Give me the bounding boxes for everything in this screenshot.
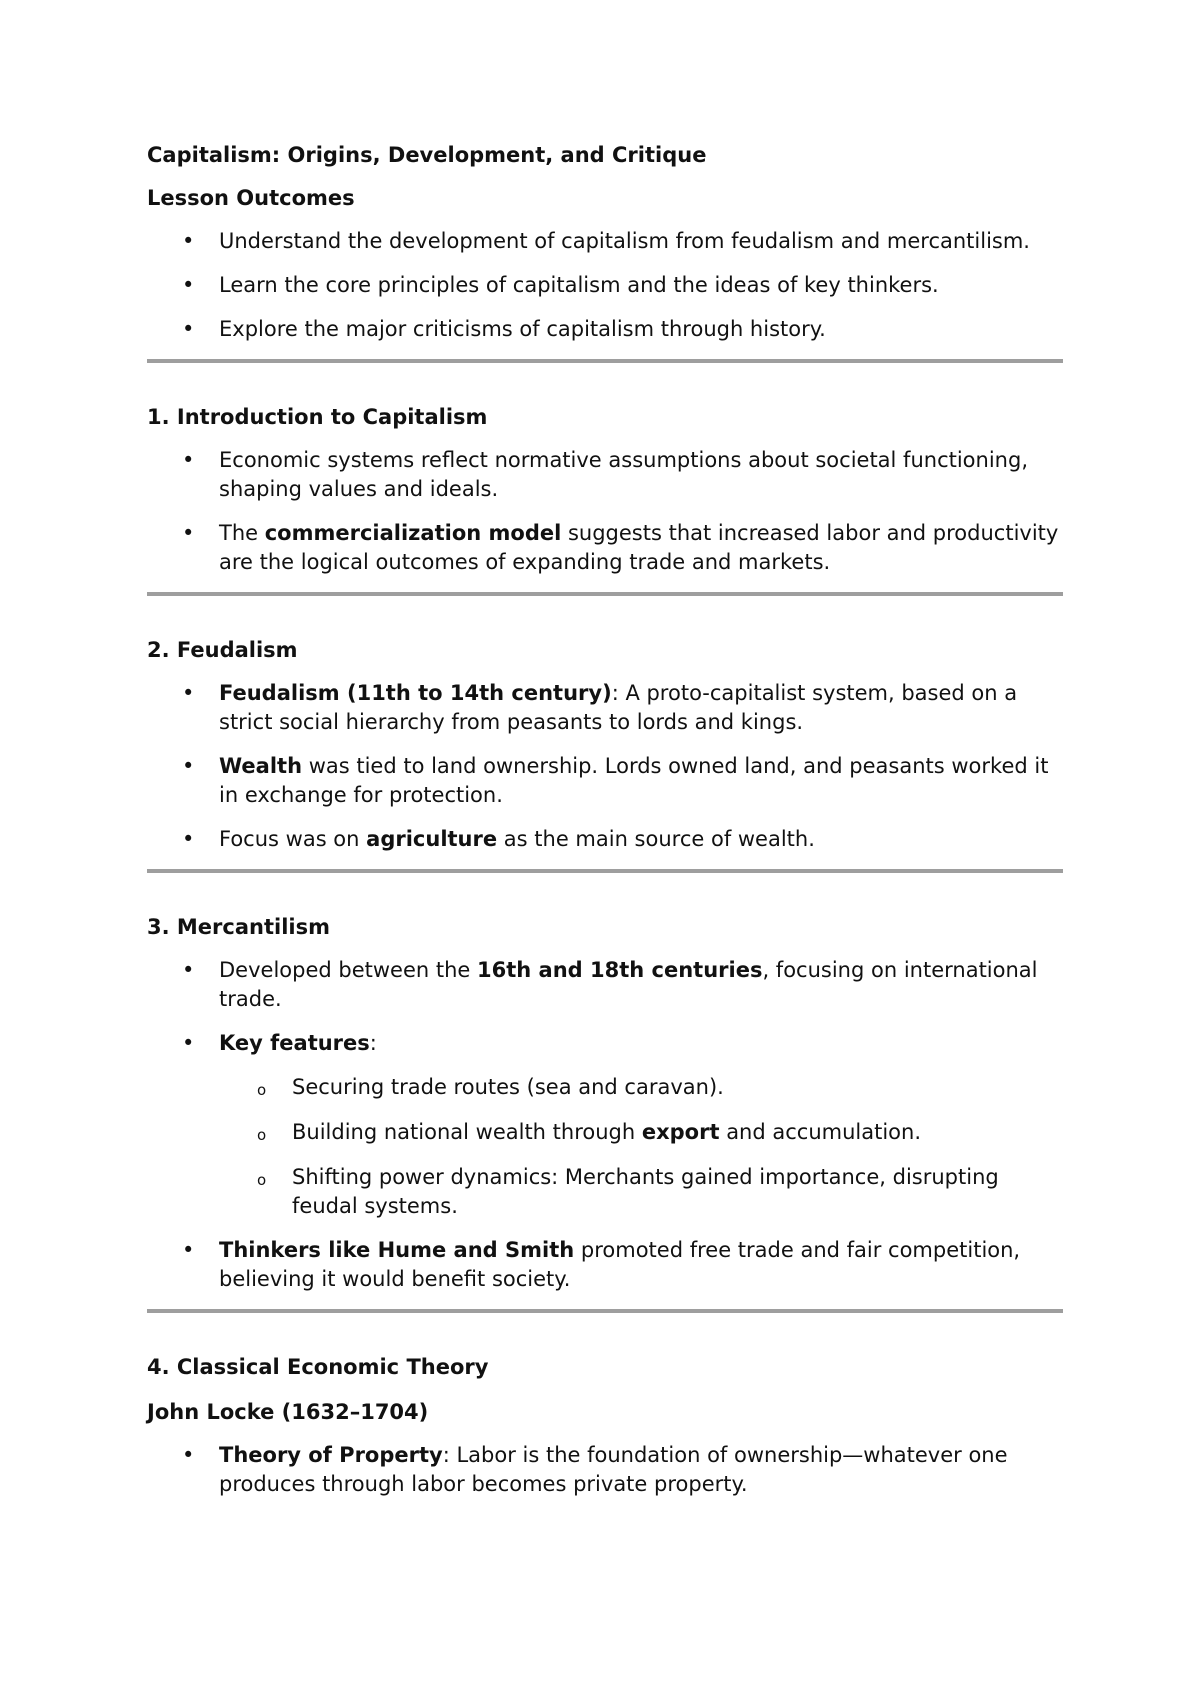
outcome-item: • Explore the major criticisms of capitalism through history. xyxy=(147,315,1063,344)
bullet-list xyxy=(147,679,1063,854)
item-text: Focus was on xyxy=(219,827,367,851)
item-bold-text: Wealth xyxy=(219,754,303,778)
section-divider xyxy=(147,1309,1063,1313)
item-bold-text: Theory of Property xyxy=(219,1443,443,1467)
list-item xyxy=(147,679,1063,737)
item-text: promoted free trade and fair competition, believing it would benefit society. xyxy=(219,1238,1021,1291)
outcome-item: • Learn the core principles of capitalism and the ideas of key thinkers. xyxy=(147,271,1063,300)
document-title: Capitalism: Origins, Development, and Critique xyxy=(147,143,707,167)
item-text: , focusing on international trade. xyxy=(219,958,1038,1011)
section-divider xyxy=(147,359,1063,363)
sub-list-item: o Shifting power dynamics: Merchants gained importance, disrupting feudal systems. xyxy=(147,1163,1063,1221)
section-divider xyxy=(147,592,1063,596)
list-item xyxy=(147,1441,1063,1499)
section-heading: 3. Mercantilism xyxy=(147,915,330,939)
section-classical-economic-theory xyxy=(147,1353,1063,1499)
item-bold-text: Key features xyxy=(219,1031,370,1055)
bullet-list xyxy=(147,956,1063,1294)
item-bold-text: Thinkers like Hume and Smith xyxy=(219,1238,575,1262)
subsection-heading: John Locke (1632–1704) xyxy=(147,1400,429,1424)
section-heading: 1. Introduction to Capitalism xyxy=(147,405,488,429)
list-item xyxy=(147,956,1063,1014)
item-text: The xyxy=(219,521,265,545)
sub-list-item: o Securing trade routes (sea and caravan). xyxy=(147,1073,1063,1102)
section-divider xyxy=(147,869,1063,873)
list-item: • Economic systems reflect normative assumptions about societal functioning, shaping values and ideals. xyxy=(147,446,1063,504)
item-text: : A proto-capitalist system, based on a strict social hierarchy from peasants to lords and kings. xyxy=(219,681,1018,734)
bullet-list xyxy=(147,1441,1063,1499)
section-heading: 4. Classical Economic Theory xyxy=(147,1355,489,1379)
list-item xyxy=(147,752,1063,810)
item-text: Developed between the xyxy=(219,958,477,982)
lesson-outcomes-list xyxy=(147,227,1063,344)
item-text: suggests that increased labor and productivity are the logical outcomes of expanding trade and markets. xyxy=(219,521,1059,574)
item-bold-text: export xyxy=(641,1120,720,1144)
section-heading: 2. Feudalism xyxy=(147,638,298,662)
list-item xyxy=(147,1029,1063,1221)
item-text: was tied to land ownership. Lords owned land, and peasants worked it in exchange for protection. xyxy=(219,754,1049,807)
bullet-list xyxy=(147,446,1063,577)
list-item xyxy=(147,519,1063,577)
item-bold-text: 16th and 18th centuries xyxy=(477,958,763,982)
item-bold-text: agriculture xyxy=(366,827,498,851)
item-text: and accumulation. xyxy=(719,1120,922,1144)
item-text: : Labor is the foundation of ownership—whatever one produces through labor becomes private property. xyxy=(219,1443,1008,1496)
list-item xyxy=(147,825,1063,854)
outcome-item: • Understand the development of capitalism from feudalism and mercantilism. xyxy=(147,227,1063,256)
item-text: as the main source of wealth. xyxy=(497,827,815,851)
item-text: : xyxy=(369,1031,377,1055)
section-mercantilism xyxy=(147,913,1063,1313)
list-item xyxy=(147,1236,1063,1294)
section-feudalism xyxy=(147,636,1063,873)
sub-bullet-list xyxy=(147,1073,1063,1221)
item-bold-text: commercialization model xyxy=(264,521,562,545)
item-text: Building national wealth through xyxy=(292,1120,642,1144)
item-bold-text: Feudalism (11th to 14th century) xyxy=(219,681,612,705)
sub-list-item xyxy=(147,1118,1063,1147)
section-introduction xyxy=(147,403,1063,596)
document-body xyxy=(147,141,1063,1514)
lesson-outcomes-heading: Lesson Outcomes xyxy=(147,186,355,210)
